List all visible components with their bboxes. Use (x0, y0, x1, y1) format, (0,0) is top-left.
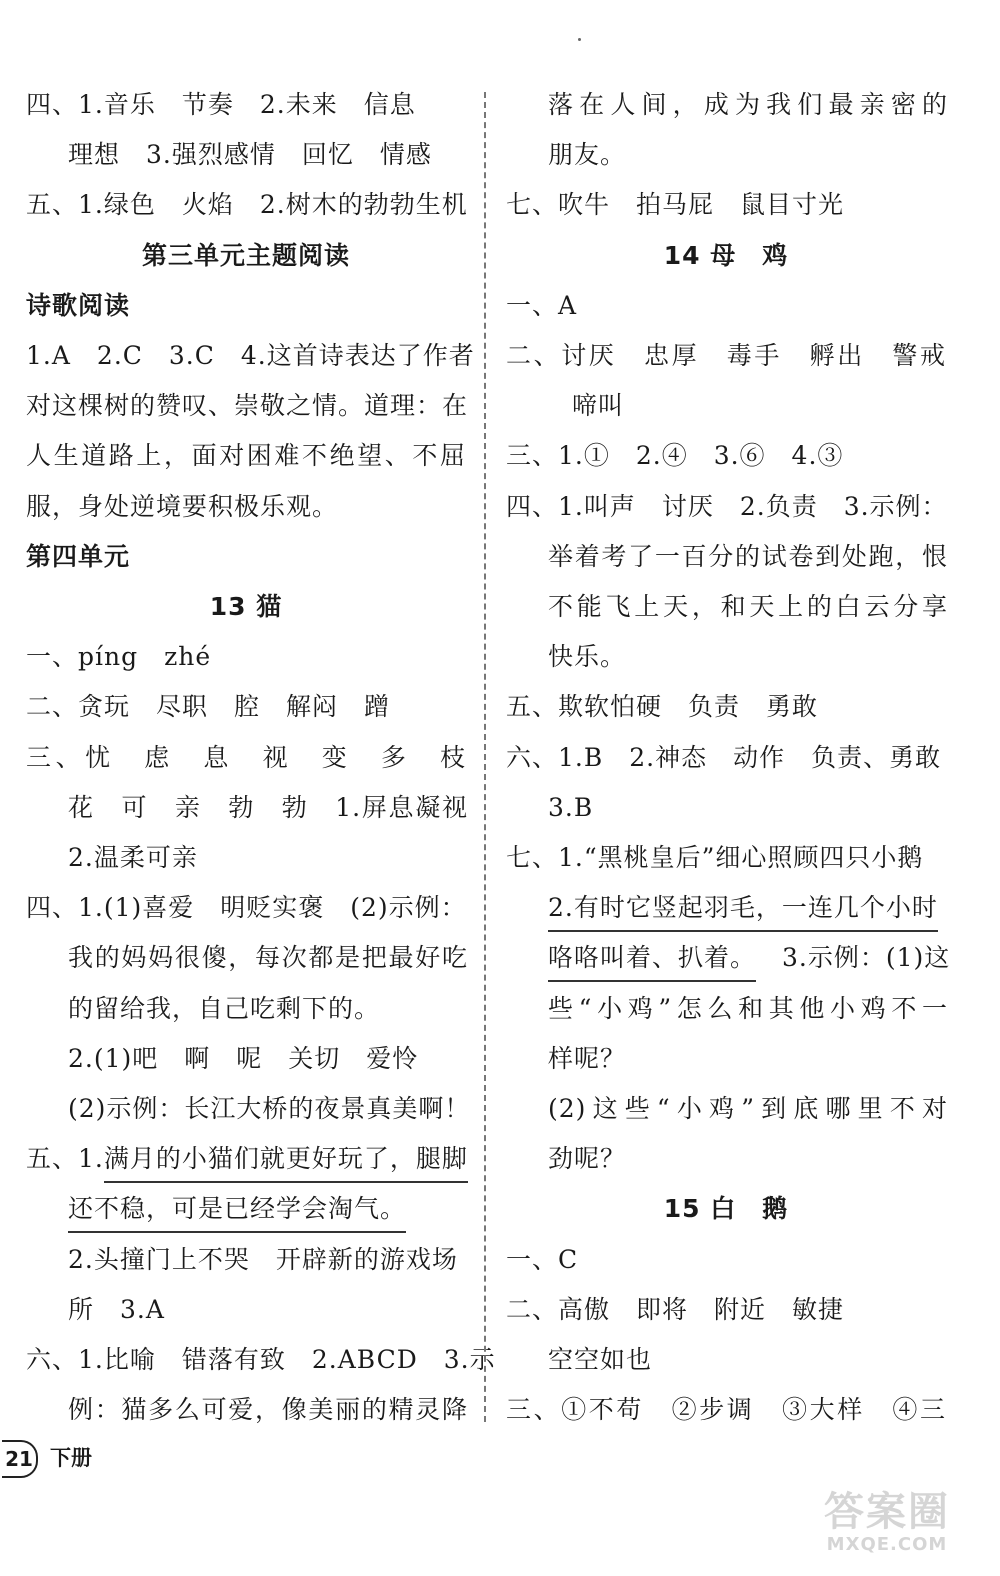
answer-line: 13 猫 (209, 592, 283, 621)
answer-line: 三、①不苟 ②步调 ③大样 ④三 (506, 1395, 946, 1425)
answer-tail: 3.示例：(1)这 (756, 943, 951, 973)
answer-line: 花 可 亲 勃 勃 1.屏息凝视 (68, 792, 468, 822)
answer-line: 七、吹牛 拍马屁 鼠目寸光 (506, 190, 845, 220)
answer-line: 3.B (548, 792, 594, 822)
answer-line: 第四单元 (26, 541, 131, 571)
answer-line: 四、1.(1)喜爱 明贬实褒 (2)示例： (26, 893, 467, 923)
column-divider (484, 92, 486, 1422)
answer-line: (2)示例：长江大桥的夜景真美啊！ (68, 1094, 471, 1123)
underlined-answer: 咯咯叫着、扒着。 (548, 936, 756, 982)
answer-line: 一、C (506, 1244, 579, 1274)
answer-line: 理想 3.强烈感情 回忆 情感 (68, 140, 432, 170)
answer-line: 二、贪玩 尽职 腔 解闷 蹭 (26, 692, 391, 722)
answer-line: 朋友。 (548, 140, 627, 170)
answer-line: 2.头撞门上不哭 开辟新的游戏场 (68, 1244, 458, 1274)
answer-line: 三、1.① 2.④ 3.⑥ 4.③ (506, 441, 844, 471)
answer-line: 服，身处逆境要积极乐观。 (26, 491, 339, 521)
answer-line: 2.(1)吧 啊 呢 关切 爱怜 (68, 1043, 419, 1073)
watermark-title: 答案圈 (824, 1489, 950, 1535)
underlined-answer: 还不稳，可是已经学会淘气。 (68, 1187, 406, 1233)
answer-line: 15 白 鹅 (663, 1194, 789, 1224)
answer-line: 不能飞上天，和天上的白云分享 (548, 592, 948, 621)
answer-line: 例：猫多么可爱，像美丽的精灵降 (68, 1395, 468, 1425)
answer-line: 第三单元主题阅读 (141, 240, 350, 270)
underlined-answer: 满月的小猫们就更好玩了，腿脚 (104, 1137, 468, 1183)
answer-line: 1.A 2.C 3.C 4.这首诗表达了作者 (26, 341, 475, 370)
answer-line: 诗歌阅读 (26, 290, 131, 320)
answer-line: 六、1.B 2.神态 动作 负责、勇敢 (506, 742, 942, 772)
answer-line: 样呢？ (548, 1043, 627, 1073)
underlined-answer: 2.有时它竖起羽毛，一连几个小时 (548, 886, 938, 932)
answer-line (68, 1184, 406, 1234)
page-number-badge: 21 (2, 1440, 38, 1478)
answer-line: 些“小鸡”怎么和其他小鸡不一 (548, 993, 948, 1023)
answer-line: 七、1.“黑桃皇后”细心照顾四只小鹅 (506, 843, 924, 872)
answer-number: 五、1. (26, 1144, 104, 1174)
volume-label: 下册 (50, 1446, 92, 1470)
answer-line: 14 母 鸡 (663, 240, 789, 270)
watermark-url: MXQE.COM (826, 1534, 948, 1555)
answer-line: 二、高傲 即将 附近 敏捷 (506, 1294, 845, 1324)
answer-line (26, 1134, 468, 1184)
answer-line: 四、1.音乐 节奏 2.未来 信息 (26, 90, 416, 119)
answer-line: 所 3.A (68, 1294, 165, 1324)
answer-line: 四、1.叫声 讨厌 2.负责 3.示例： (506, 491, 948, 521)
answer-line: 的留给我，自己吃剩下的。 (68, 993, 381, 1023)
answer-line: 啼叫 (572, 391, 625, 421)
answer-line: (2)这些“小鸡”到底哪里不对 (548, 1094, 948, 1123)
answer-line: 一、A (506, 290, 578, 320)
answer-line (548, 883, 938, 933)
answer-line: 落在人间，成为我们最亲密的 (548, 90, 948, 119)
answer-line: 空空如也 (548, 1345, 653, 1374)
watermark-logo (802, 1490, 972, 1560)
answer-line: 快乐。 (548, 642, 627, 672)
answer-line: 对这棵树的赞叹、崇敬之情。道理：在 (26, 391, 469, 421)
answer-line: 二、讨厌 忠厚 毒手 孵出 警戒 (506, 341, 946, 370)
answer-line: 2.温柔可亲 (68, 843, 198, 872)
answer-line: 六、1.比喻 错落有致 2.ABCD 3.示 (26, 1345, 496, 1374)
decorative-dot (578, 38, 581, 41)
answer-line (548, 933, 950, 983)
answer-line: 一、píng zhé (26, 642, 212, 672)
answer-line: 五、1.绿色 火焰 2.树木的勃勃生机 (26, 190, 468, 220)
answer-line: 举着考了一百分的试卷到处跑，恨 (548, 541, 948, 571)
answer-line: 我的妈妈很傻，每次都是把最好吃 (68, 943, 468, 973)
answer-line: 五、欺软怕硬 负责 勇敢 (506, 692, 819, 722)
answer-line: 三、忧 虑 息 视 变 多 枝 (26, 742, 466, 772)
answer-line: 劲呢？ (548, 1144, 627, 1174)
answer-line: 人生道路上，面对困难不绝望、不屈 (26, 441, 466, 471)
